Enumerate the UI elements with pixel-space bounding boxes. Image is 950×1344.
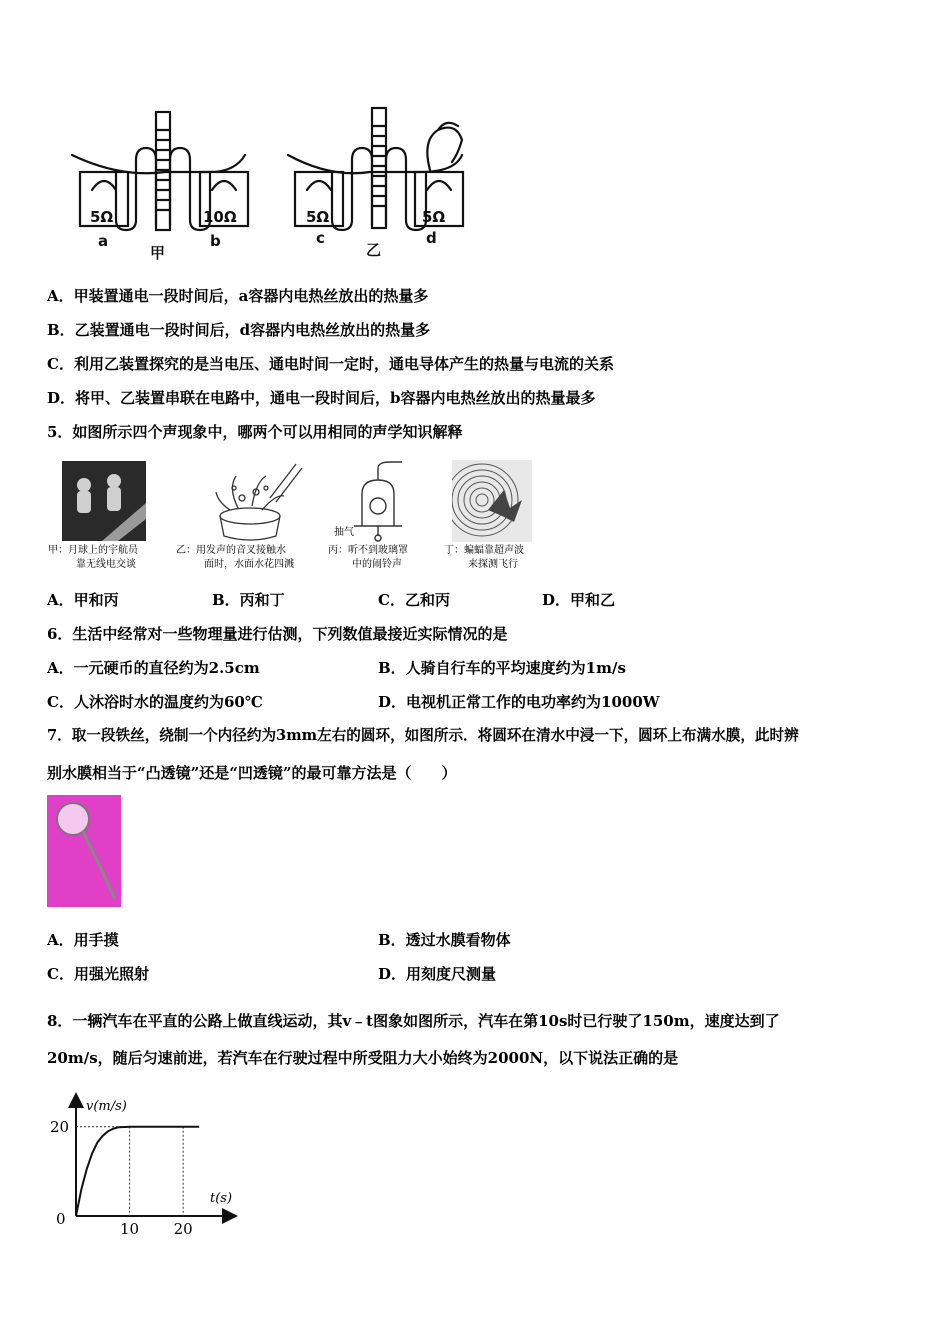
q5-option-c: C．乙和丙	[378, 591, 450, 609]
y-tick-20: 20	[50, 1117, 70, 1136]
q5-option-d: D．甲和乙	[542, 591, 616, 609]
q4-option-b: B．乙装置通电一段时间后，d容器内电热丝放出的热量多	[47, 321, 431, 339]
q7-option-d: D．用刻度尺测量	[378, 965, 497, 983]
x-axis-label: t(s)	[210, 1191, 233, 1206]
q6-stem: 6．生活中经常对一些物理量进行估测，下列数值最接近实际情况的是	[47, 625, 508, 643]
resistor-a-label: 5Ω	[90, 208, 114, 226]
origin-label: 0	[56, 1210, 66, 1228]
q5-stem: 5．如图所示四个声现象中，哪两个可以用相同的声学知识解释	[47, 423, 463, 441]
bat-echolocation-image	[452, 460, 532, 542]
q7-stem-line1: 7．取一段铁丝，绕制一个内径约为3mm左右的圆环，如图所示．将圆环在清水中浸一下，圆环上布满水膜，此时辨	[47, 727, 799, 744]
velocity-curve	[76, 1127, 199, 1216]
astronaut-image	[62, 461, 146, 541]
q4-option-d: D．将甲、乙装置串联在电路中，通电一段时间后，b容器内电热丝放出的热量最多	[47, 389, 596, 407]
q4-option-c: C．利用乙装置探究的是当电压、通电时间一定时，通电导体产生的热量与电流的关系	[47, 355, 614, 373]
q4-option-a: A．甲装置通电一段时间后，a容器内电热丝放出的热量多	[47, 287, 429, 305]
figure-yi-caption: 乙	[366, 241, 382, 259]
q5-pump-label: 抽气	[334, 527, 354, 538]
figure-jia-caption: 甲	[150, 244, 166, 262]
joule-heating-apparatus-figure	[60, 100, 480, 270]
q7-option-c: C．用强光照射	[47, 965, 149, 983]
resistor-b-label: 10Ω	[203, 208, 237, 226]
container-c-label: c	[316, 229, 325, 247]
q6-option-a: A．一元硬币的直径约为2.5cm	[47, 659, 260, 677]
container-d-label: d	[426, 229, 437, 247]
q5-caption-ding: 丁：蝙蝠靠超声波 来探测飞行	[444, 545, 524, 570]
resistor-d-label: 5Ω	[422, 208, 446, 226]
q5-caption-bing: 丙：听不到玻璃罩 中的闹铃声	[328, 545, 408, 570]
container-a-label: a	[98, 232, 109, 250]
q5-option-b: B．丙和丁	[212, 591, 285, 609]
container-b-label: b	[210, 232, 221, 250]
velocity-time-chart	[40, 1090, 240, 1240]
q8-stem-line2: 20m/s，随后匀速前进，若汽车在行驶过程中所受阻力大小始终为2000N，以下说法正确的是	[47, 1049, 679, 1067]
q6-option-c: C．人沐浴时水的温度约为60℃	[47, 693, 263, 711]
tuning-fork-image	[208, 458, 308, 542]
q7-stem-line2: 别水膜相当于“凸透镜”还是“凹透镜”的最可靠方法是（ ）	[47, 764, 457, 782]
q8-stem-line1: 8．一辆汽车在平直的公路上做直线运动，其v﹣t图象如图所示，汽车在第10s时已行驶了150m，速度达到了	[47, 1012, 780, 1030]
q5-option-a: A．甲和丙	[47, 591, 119, 609]
y-axis-label: v(m/s)	[86, 1099, 127, 1114]
wire-loop-image	[47, 795, 121, 907]
resistor-c-label: 5Ω	[306, 208, 330, 226]
q7-option-a: A．用手摸	[47, 931, 119, 949]
q6-option-b: B．人骑自行车的平均速度约为1m/s	[378, 659, 626, 677]
q7-option-b: B．透过水膜看物体	[378, 931, 511, 949]
q6-option-d: D．电视机正常工作的电功率约为1000W	[378, 693, 660, 711]
x-tick-20: 20	[173, 1220, 193, 1238]
q5-caption-yi: 乙：用发声的音叉接触水 面时，水面水花四溅	[176, 545, 294, 570]
q5-caption-jia: 甲：月球上的宇航员 靠无线电交谈	[48, 545, 138, 570]
x-tick-10: 10	[120, 1220, 140, 1238]
